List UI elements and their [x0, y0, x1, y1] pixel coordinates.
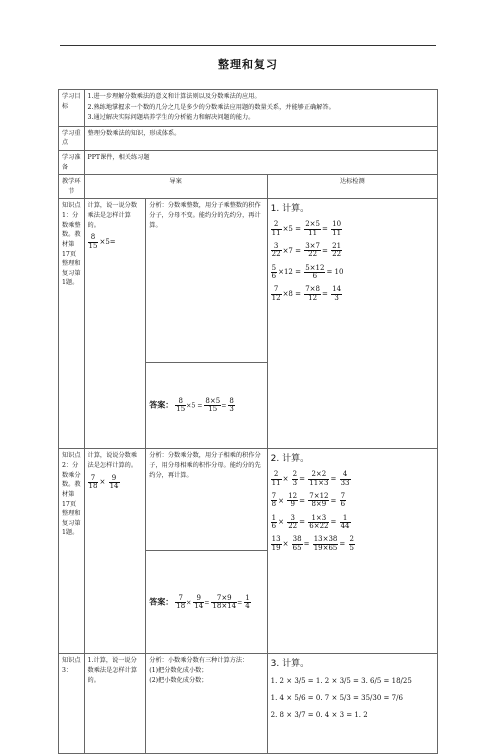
row-k2	[59, 449, 438, 551]
k1-eq: $\frac{2}{11}$ ×5 = $\frac{2\times 5}{11}$ = $\frac{10}{11}$	[271, 220, 342, 237]
header-stage: 教学环节	[59, 175, 85, 199]
page-title: 整理和复习	[218, 58, 278, 71]
row-key	[59, 126, 438, 150]
key-label: 学习重点	[59, 126, 85, 150]
header-guide: 导案	[84, 175, 267, 199]
k1-eq: $\frac{5}{6}$ ×12 = $\frac{5\times 12}{6}$ = 10	[271, 263, 344, 281]
k2-check-title: 2. 计算。	[270, 454, 310, 465]
goal-label: 学习目标	[59, 90, 85, 127]
k2-question-text: 计算，说说分数乘法是怎样计算的。	[87, 452, 138, 470]
k1-question-text: 计算，说一说分数乘法是怎样计算的。	[87, 202, 138, 229]
k2-eq: $\frac{13}{19}$ × $\frac{38}{65}$ = $\frac{13\times 38}{19\times 65}$ = $\frac{2}{5}$	[271, 535, 354, 552]
header-rule	[60, 45, 436, 46]
k1-check	[267, 199, 437, 449]
k3-question: 1.计算，说一说分数乘法是怎样计算的。	[84, 654, 146, 754]
k3-check	[267, 654, 437, 754]
k1-label: 知识点1：分数乘整数。教材第17页整理和复习第1题。	[59, 199, 85, 449]
k3-method: (1)把分数化成小数；	[149, 667, 208, 675]
header-check: 达标检测	[267, 175, 437, 199]
row-k3	[59, 654, 438, 754]
k3-eq: 1. 4 × 5/6 = 0. 7 × 5/3 = 35/30 = 7/6	[270, 694, 403, 703]
k3-eq: 2. 8 × 3/7 = 0. 4 × 3 = 1. 2	[270, 711, 368, 720]
k3-analysis	[146, 654, 267, 754]
row-header	[59, 175, 438, 199]
row-goal	[59, 90, 438, 127]
goal-item: 2.熟练地掌握求一个数的几分之几是多少的分数乘法应用题的数量关系，并能够正确解答。	[87, 103, 335, 111]
k2-answer-label: 答案：	[149, 597, 174, 607]
lesson-table	[58, 89, 438, 754]
k1-question	[84, 199, 146, 449]
k1-analysis: 分析：分数乘整数，用分子乘整数的积作分子，分母不变。能约分的先约分，再计算。	[146, 199, 267, 363]
k2-question	[84, 449, 146, 654]
k3-eq: 1. 2 × 3/5 = 1. 2 × 3/5 = 3. 6/5 = 18/25	[270, 677, 412, 686]
goal-item: 1.进一步理解分数乘法的意义和计算法则以及分数乘法的应用。	[87, 93, 261, 100]
goal-content	[84, 90, 437, 127]
k1-eq: $\frac{3}{22}$ ×7 = $\frac{3\times 7}{22}$ = $\frac{21}{22}$	[271, 242, 342, 259]
k2-analysis: 分析：分数乘分数，用分子相乘的积作分子，用分母相乘的积作分母。能约分的先约分，再计算。	[146, 449, 267, 551]
k1-answer-label: 答案：	[149, 400, 174, 410]
fraction: $\frac{8}{15}$	[88, 233, 98, 250]
key-text: 整理分数乘法的知识，形成体系。	[84, 126, 437, 150]
row-prep	[59, 151, 438, 175]
k2-eq: $\frac{7}{8}$ × $\frac{12}{9}$ = $\frac{7\times 12}{8\times 9}$ = $\frac{7}{6}$	[271, 492, 346, 509]
k2-label: 知识点2：分数乘分数。教材第17页整理和复习第1题。	[59, 449, 85, 654]
k2-answer: 答案： $\frac{7}{18}$ × $\frac{9}{14}$ = $\frac{7\times 9}{18\times 14}$ = $\frac{1}{4}$	[146, 551, 267, 654]
prep-text: PPT课件，相关练习题	[84, 151, 437, 175]
k2-eq: $\frac{2}{11}$ × $\frac{2}{3}$ = $\frac{2\times 2}{11\times 3}$ = $\frac{4}{33}$	[271, 470, 350, 487]
prep-label: 学习准备	[59, 151, 85, 175]
k3-method: (2)把小数化成分数；	[149, 676, 208, 684]
k1-eq: $\frac{7}{12}$ ×8 = $\frac{7\times 8}{12}$ = $\frac{14}{3}$	[271, 285, 342, 302]
k3-analysis-text: 分析：小数乘分数有三种计算方法：	[149, 657, 249, 665]
k3-label: 知识点3：	[59, 654, 85, 754]
k2-eq: $\frac{1}{6}$ × $\frac{3}{22}$ = $\frac{1\times 3}{6\times 22}$ = $\frac{1}{44}$	[271, 513, 350, 531]
k3-check-title: 3. 计算。	[270, 659, 310, 670]
row-k1	[59, 199, 438, 363]
k1-question-expr: $\frac{8}{15}$ ×5=	[88, 233, 116, 250]
k1-check-title: 1. 计算。	[270, 204, 310, 215]
k2-question-expr: $\frac{7}{18}$ × $\frac{9}{14}$	[88, 473, 119, 491]
k2-check	[267, 449, 437, 654]
goal-item: 3.通过解决实际问题培养学生的分析能力和解决问题的能力。	[87, 114, 255, 122]
k1-answer: 答案： $\frac{8}{15}$ ×5 = $\frac{8\times 5}{15}$ = $\frac{8}{3}$	[146, 363, 267, 449]
